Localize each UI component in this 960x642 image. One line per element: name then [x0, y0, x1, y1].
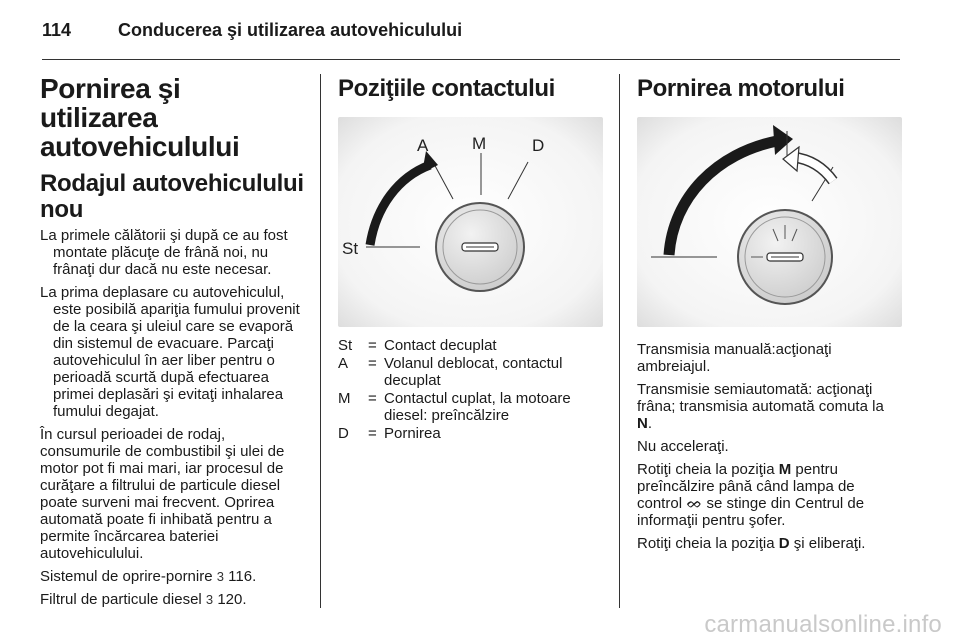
section-title: Pornirea şi utilizarea autovehiculului — [40, 73, 240, 162]
legend-key: St — [338, 337, 353, 354]
position-label-d: D — [532, 136, 545, 155]
paragraph-text: Rotiţi cheia la poziţia — [637, 461, 775, 478]
reference-page: 120. — [217, 591, 247, 608]
reference-text: Sistemul de oprire-pornire — [40, 568, 213, 585]
page-header — [42, 20, 902, 54]
column-divider — [320, 74, 321, 608]
ignition-positions-figure — [338, 117, 603, 327]
paragraph-text: pentru preîncălzire până când lampa de control — [637, 461, 855, 512]
section-title: Pornirea motorului — [637, 75, 845, 102]
legend-description: Volanul deblocat, contactul decuplat — [384, 355, 563, 389]
cross-reference[interactable] — [40, 568, 305, 585]
reference-arrow-icon: 3 — [205, 592, 214, 607]
legend-row — [338, 425, 603, 443]
page-number: 114 — [42, 20, 72, 40]
legend-row — [338, 337, 603, 355]
paragraph — [637, 535, 902, 552]
paragraph: La primele călătorii şi după ce au fost montate plăcuţe de frână noi, nu frânaţi dur dacă nu este necesar. — [40, 227, 288, 278]
legend-equals: = — [368, 337, 377, 354]
key-position-label: D — [778, 535, 790, 552]
cross-reference[interactable] — [40, 591, 305, 608]
header-divider — [42, 59, 900, 60]
paragraph — [637, 461, 902, 529]
engine-start-figure — [637, 117, 902, 327]
glow-plug-icon: ᨖ — [686, 495, 703, 512]
paragraph-text: şi eliberaţi. — [793, 535, 866, 552]
legend-row — [338, 390, 603, 425]
position-legend — [338, 337, 603, 443]
reference-page: 116. — [228, 568, 257, 585]
paragraph: În cursul perioadei de rodaj, consumurile de combustibil şi ulei de motor pot fi mai mari, iar procesul de curăţare a filtrului de particule diesel poate surveni mai frecvent. Oprirea automată poate fi inhibată pentru a permite încărcarea bateriei autovehiculului. — [40, 426, 285, 562]
column-1 — [40, 74, 305, 608]
legend-equals: = — [368, 425, 377, 442]
running-title: Conducerea şi utilizarea autovehiculului — [118, 20, 463, 40]
legend-key: D — [338, 425, 349, 442]
paragraph-text: Rotiţi cheia la poziţia — [637, 535, 775, 552]
legend-key: A — [338, 355, 349, 372]
legend-description: Pornirea — [384, 425, 441, 442]
paragraph — [637, 381, 902, 432]
reference-text: Filtrul de particule diesel — [40, 591, 202, 608]
reference-arrow-icon: 3 — [216, 569, 224, 584]
legend-description: Contactul cuplat, la motoare diesel: preîncălzire — [384, 390, 571, 424]
column-3 — [637, 74, 902, 552]
position-label-a: A — [417, 136, 429, 155]
section-title: Poziţiile contactului — [338, 75, 555, 102]
paragraph-text: se stinge din Centrul de informaţii pentru şofer. — [637, 495, 865, 529]
position-label-m: M — [472, 134, 487, 153]
paragraph-text: . — [647, 415, 653, 432]
gear-label: N — [637, 415, 648, 432]
paragraph-text: Transmisie semiautomată: acţionaţi frâna; transmisia automată comuta la — [637, 381, 884, 415]
watermark: carmanualsonline.info — [704, 611, 942, 638]
legend-row — [338, 355, 603, 390]
paragraph: Nu acceleraţi. — [637, 438, 729, 455]
legend-description: Contact decuplat — [384, 337, 497, 354]
legend-key: M — [338, 390, 351, 407]
legend-equals: = — [368, 355, 377, 372]
subsection-title: Rodajul autovehiculului nou — [40, 170, 304, 223]
key-position-label: M — [778, 461, 792, 478]
legend-equals: = — [368, 390, 377, 407]
column-2 — [338, 74, 603, 443]
paragraph: Transmisia manuală:acţionaţi ambreiajul. — [637, 341, 832, 375]
column-divider — [619, 74, 620, 608]
paragraph: La prima deplasare cu autovehiculul, este posibilă apariţia fumului provenit de la ceara şi uleiul care se evaporă din sistemul de evacuare. Parcaţi autovehiculul în aer liber pentru o perioadă scurtă după efectuarea primei deplasări şi evitaţi inhalarea fumului degajat. — [40, 284, 300, 420]
position-label-st: St — [342, 239, 359, 258]
